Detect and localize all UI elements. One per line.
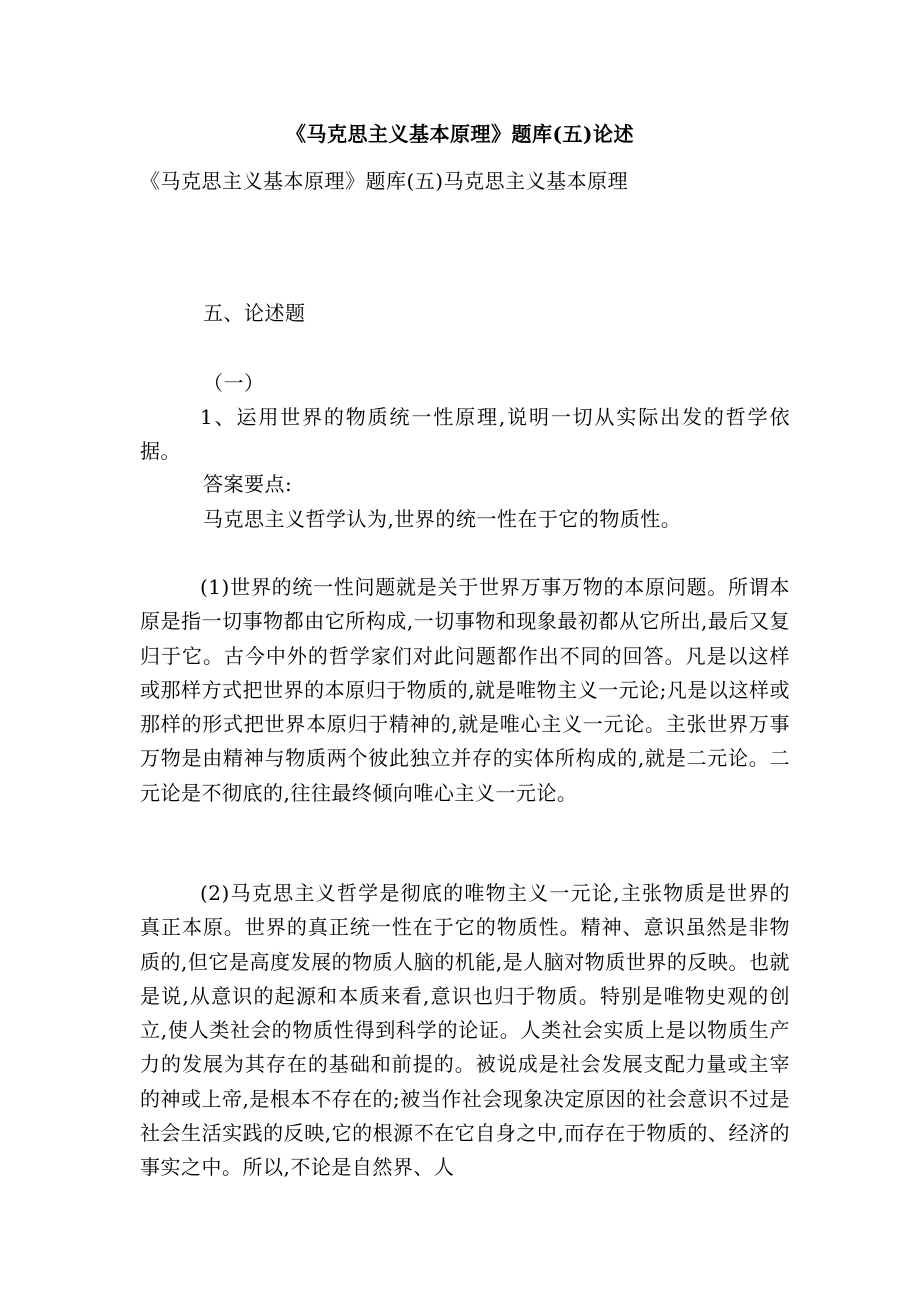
- paragraph-2: (2)马克思主义哲学是彻底的唯物主义一元论,主张物质是世界的真正本原。世界的真正统一性在于它的物质性。精神、意识虽然是非物质的,但它是高度发展的物质人脑的机能,是人脑对物质世界的反映。也就是说,从意识的起源和本质来看,意识也归于物质。特别是唯物史观的创立,使人类社会的物质性得到科学的论证。人类社会实质上是以物质生产力的发展为其存在的基础和前提的。被说成是社会发展支配力量或主宰的神或上帝,是根本不存在的;被当作社会现象决定原因的社会意识不过是社会生活实践的反映,它的根源不在它自身之中,而存在于物质的、经济的事实之中。所以,不论是自然界、人: [140, 881, 790, 1180]
- document-title: 《马克思主义基本原理》题库(五)论述: [286, 122, 634, 146]
- intro-paragraph: 马克思主义哲学认为,世界的统一性在于它的物质性。: [203, 507, 682, 531]
- answer-label: 答案要点:: [203, 472, 293, 496]
- paragraph-1: (1)世界的统一性问题就是关于世界万事万物的本原问题。所谓本原是指一切事物都由它所构成,一切事物和现象最初都从它所出,最后又复归于它。古今中外的哲学家们对此问题都作出不同的回答。凡是以这样或那样方式把世界的本原归于物质的,就是唯物主义一元论;凡是以这样或那样的形式把世界本原归于精神的,就是唯心主义一元论。主张世界万事万物是由精神与物质两个彼此独立并存的实体所构成的,就是二元论。二元论是不彻底的,往往最终倾向唯心主义一元论。: [140, 575, 790, 805]
- document-subtitle: 《马克思主义基本原理》题库(五)马克思主义基本原理: [140, 169, 629, 193]
- section-heading: 五、论述题: [203, 301, 306, 325]
- question-text: 1、运用世界的物质统一性原理,说明一切从实际出发的哲学依据。: [140, 405, 790, 464]
- subsection-label: （一）: [203, 371, 265, 395]
